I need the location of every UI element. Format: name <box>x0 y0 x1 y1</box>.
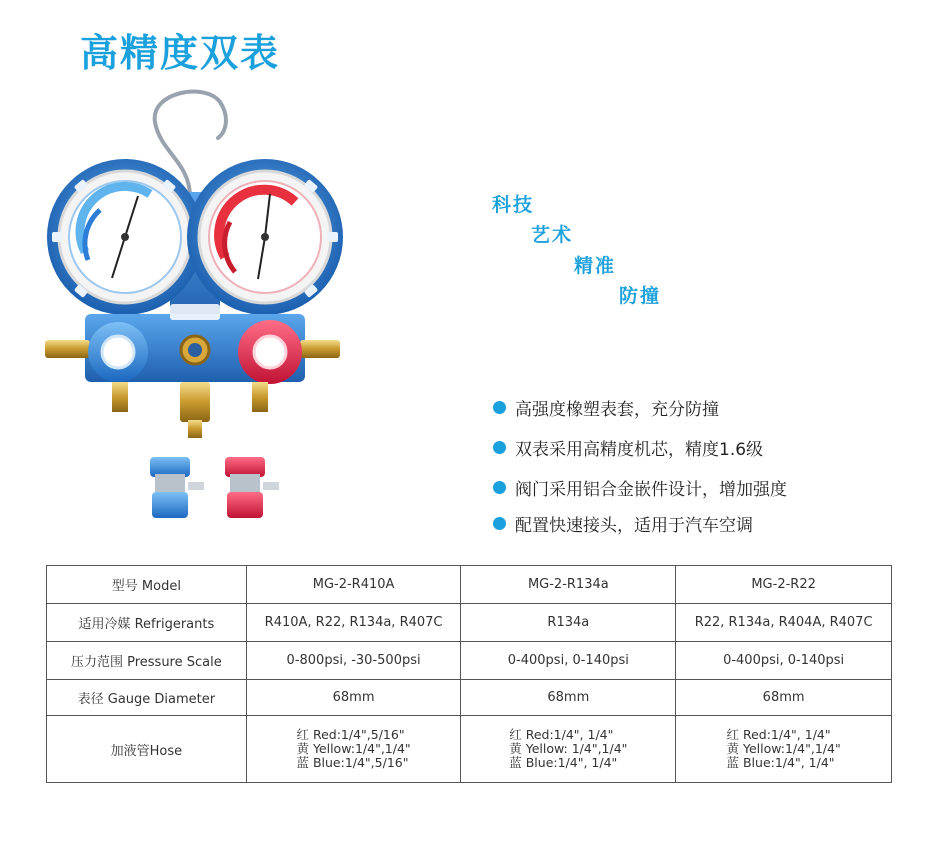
table-cell: 68mm <box>246 680 461 716</box>
hose-spec <box>727 728 841 770</box>
feature-item <box>493 507 913 540</box>
bullet-dot-icon <box>493 401 506 414</box>
hose-blue: 蓝 Blue:1/4", 1/4" <box>509 754 618 770</box>
table-row <box>47 642 892 680</box>
blue-quick-coupler <box>150 457 204 518</box>
hose-spec <box>509 728 627 770</box>
high-pressure-gauge <box>187 159 343 315</box>
table-cell <box>676 716 892 783</box>
hose-yellow: 黄 Yellow:1/4",1/4" <box>296 740 411 756</box>
slogan-2: 艺术 <box>531 224 574 246</box>
table-cell: 0-400psi, 0-140psi <box>676 642 892 680</box>
feature-text: 阀门采用铝合金嵌件设计，增加强度 <box>515 479 787 500</box>
feature-text: 双表采用高精度机芯，精度1.6级 <box>515 439 764 460</box>
feature-text: 高强度橡塑表套，充分防撞 <box>515 399 719 420</box>
low-pressure-gauge <box>47 159 203 315</box>
feature-item <box>493 387 913 427</box>
manifold-gauge-illustration <box>30 82 350 532</box>
slogan-1: 科技 <box>492 194 535 216</box>
hose-blue: 蓝 Blue:1/4", 1/4" <box>726 754 835 770</box>
feature-text: 配置快速接头，适用于汽车空调 <box>515 516 753 536</box>
feature-list <box>493 387 913 540</box>
spec-table <box>46 565 892 783</box>
table-cell: 68mm <box>461 680 676 716</box>
row-label: 加液管Hose <box>47 716 247 783</box>
table-cell: R410A, R22, R134a, R407C <box>246 604 461 642</box>
table-cell: 0-800psi, -30-500psi <box>246 642 461 680</box>
red-quick-coupler <box>225 457 279 518</box>
table-cell: 0-400psi, 0-140psi <box>461 642 676 680</box>
table-cell: MG-2-R134a <box>461 566 676 604</box>
table-row <box>47 604 892 642</box>
table-row <box>47 680 892 716</box>
table-cell: MG-2-R22 <box>676 566 892 604</box>
page-title: 高精度双表 <box>80 31 281 75</box>
hose-red: 红 Red:1/4", 1/4" <box>509 726 614 742</box>
table-row <box>47 566 892 604</box>
table-cell: MG-2-R410A <box>246 566 461 604</box>
row-label: 型号 Model <box>47 566 247 604</box>
hose-red: 红 Red:1/4",5/16" <box>296 726 405 742</box>
slogan-3: 精准 <box>574 255 617 277</box>
bullet-dot-icon <box>493 517 506 530</box>
bullet-dot-icon <box>493 481 506 494</box>
hose-spec <box>296 728 410 770</box>
table-cell <box>461 716 676 783</box>
hose-blue: 蓝 Blue:1/4",5/16" <box>296 754 409 770</box>
row-label: 适用冷媒 Refrigerants <box>47 604 247 642</box>
hose-red: 红 Red:1/4", 1/4" <box>726 726 831 742</box>
row-label: 压力范围 Pressure Scale <box>47 642 247 680</box>
table-cell: R22, R134a, R404A, R407C <box>676 604 892 642</box>
slogan-4: 防撞 <box>619 285 662 307</box>
hose-yellow: 黄 Yellow: 1/4",1/4" <box>509 740 628 756</box>
hose-yellow: 黄 Yellow:1/4",1/4" <box>726 740 841 756</box>
bullet-dot-icon <box>493 441 506 454</box>
table-cell: 68mm <box>676 680 892 716</box>
feature-item <box>493 467 913 507</box>
row-label: 表径 Gauge Diameter <box>47 680 247 716</box>
table-row <box>47 716 892 783</box>
table-cell <box>246 716 461 783</box>
feature-item <box>493 427 913 467</box>
table-cell: R134a <box>461 604 676 642</box>
